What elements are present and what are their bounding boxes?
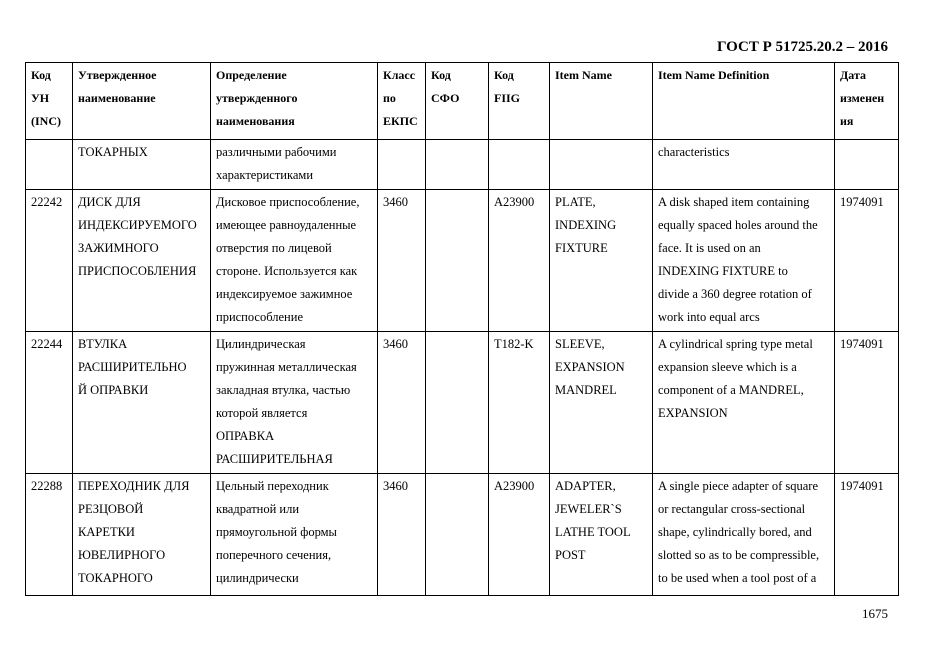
cell-line: equally spaced holes around the (658, 218, 818, 232)
cell-line: 22288 (31, 479, 63, 493)
cell-line: A disk shaped item containing (658, 195, 810, 209)
catalog-table (25, 62, 899, 596)
cell-line: имеющее равноудаленные (216, 218, 357, 232)
cell-line: 22244 (31, 337, 63, 351)
table-row (26, 190, 899, 332)
cell-line: ДИСК ДЛЯ (78, 195, 141, 209)
cell-line: ВТУЛКА (78, 337, 128, 351)
cell-line: индексируемое зажимное (216, 287, 353, 301)
cell-line: ЮВЕЛИРНОГО (78, 548, 166, 562)
cell-line: 1974091 (840, 479, 884, 493)
cell-line: divide a 360 degree rotation of (658, 287, 812, 301)
cell-line: characteristics (658, 145, 730, 159)
cell-fiig-code (489, 140, 550, 190)
cell-definition (211, 190, 378, 332)
cell-line: EXPANSION (658, 406, 728, 420)
table-row (26, 474, 899, 596)
header-item-definition: Item Name Definition (653, 63, 835, 140)
cell-inc-code (26, 140, 73, 190)
cell-line: FIXTURE (555, 241, 608, 255)
cell-line: ADAPTER, (555, 479, 616, 493)
table-row (26, 140, 899, 190)
table-header-row (26, 63, 899, 140)
cell-line: JEWELER`S (555, 502, 622, 516)
cell-fiig-code (489, 332, 550, 474)
cell-line: КАРЕТКИ (78, 525, 135, 539)
cell-line: ТОКАРНОГО (78, 571, 153, 585)
cell-sfo-code (426, 474, 489, 596)
cell-line: РАСШИРИТЕЛЬНО (78, 360, 187, 374)
cell-line: 3460 (383, 337, 408, 351)
cell-class-code (378, 332, 426, 474)
cell-change-date (835, 474, 899, 596)
cell-line: component of a MANDREL, (658, 383, 804, 397)
cell-definition (211, 140, 378, 190)
cell-change-date (835, 140, 899, 190)
header-fiig-code: Код FIIG (489, 63, 550, 140)
cell-line: стороне. Используется как (216, 264, 358, 278)
cell-line: прямоугольной формы (216, 525, 337, 539)
cell-line: ИНДЕКСИРУЕМОГО (78, 218, 197, 232)
cell-line: EXPANSION (555, 360, 625, 374)
cell-line: отверстия по лицевой (216, 241, 332, 255)
cell-item-name (550, 190, 653, 332)
cell-inc-code (26, 190, 73, 332)
cell-line: expansion sleeve which is a (658, 360, 797, 374)
cell-line: POST (555, 548, 586, 562)
cell-line: закладная втулка, частью (216, 383, 351, 397)
cell-change-date (835, 190, 899, 332)
cell-approved-name (73, 140, 211, 190)
cell-change-date (835, 332, 899, 474)
cell-line: Й ОПРАВКИ (78, 383, 149, 397)
header-change-date: Дата изменен ия (835, 63, 899, 140)
cell-class-code (378, 474, 426, 596)
cell-line: РАСШИРИТЕЛЬНАЯ (216, 452, 333, 466)
cell-line: A cylindrical spring type metal (658, 337, 813, 351)
cell-line: A single piece adapter of square (658, 479, 819, 493)
document-code: ГОСТ Р 51725.20.2 – 2016 (716, 39, 888, 55)
header-inc-code: Код УН (INC) (26, 63, 73, 140)
cell-line: 1974091 (840, 337, 884, 351)
cell-item-definition (653, 190, 835, 332)
cell-line: A23900 (494, 479, 535, 493)
cell-line: work into equal arcs (658, 310, 760, 324)
cell-inc-code (26, 474, 73, 596)
cell-approved-name (73, 190, 211, 332)
cell-line: or rectangular cross-sectional (658, 502, 806, 516)
cell-line: ПЕРЕХОДНИК ДЛЯ (78, 479, 190, 493)
cell-line: A23900 (494, 195, 535, 209)
cell-line: приспособление (216, 310, 303, 324)
cell-line: характеристиками (216, 168, 314, 182)
cell-line: различными рабочими (216, 145, 337, 159)
cell-line: PLATE, (555, 195, 596, 209)
cell-definition (211, 332, 378, 474)
cell-class-code (378, 190, 426, 332)
cell-line: LATHE TOOL (555, 525, 631, 539)
cell-line: face. It is used on an (658, 241, 761, 255)
cell-line: 22242 (31, 195, 63, 209)
cell-line: Дисковое приспособление, (216, 195, 360, 209)
header-sfo-code: Код СФО (426, 63, 489, 140)
cell-class-code (378, 140, 426, 190)
cell-line: Цельный переходник (216, 479, 329, 493)
cell-line: shape, cylindrically bored, and (658, 525, 812, 539)
cell-line: slotted so as to be compressible, (658, 548, 820, 562)
cell-fiig-code (489, 474, 550, 596)
cell-sfo-code (426, 140, 489, 190)
header-item-name: Item Name (550, 63, 653, 140)
cell-item-name (550, 140, 653, 190)
cell-line: 1974091 (840, 195, 884, 209)
cell-line: ПРИСПОСОБЛЕНИЯ (78, 264, 197, 278)
cell-line: ЗАЖИМНОГО (78, 241, 159, 255)
cell-line: SLEEVE, (555, 337, 605, 351)
cell-line: T182-K (494, 337, 534, 351)
cell-line: пружинная металлическая (216, 360, 357, 374)
cell-line: ОПРАВКА (216, 429, 275, 443)
table-row (26, 332, 899, 474)
cell-sfo-code (426, 332, 489, 474)
cell-line: поперечного сечения, (216, 548, 332, 562)
cell-item-definition (653, 332, 835, 474)
cell-approved-name (73, 332, 211, 474)
cell-item-definition (653, 140, 835, 190)
cell-inc-code (26, 332, 73, 474)
cell-line: которой является (216, 406, 308, 420)
cell-line: INDEXING FIXTURE to (658, 264, 788, 278)
header-approved-name: Утвержденное наименование (73, 63, 211, 140)
cell-item-name (550, 332, 653, 474)
header-definition: Определение утвержденного наименования (211, 63, 378, 140)
cell-item-definition (653, 474, 835, 596)
cell-line: to be used when a tool post of a (658, 571, 817, 585)
cell-line: РЕЗЦОВОЙ (78, 502, 144, 516)
cell-line: Цилиндрическая (216, 337, 306, 351)
header-class: Класс по ЕКПС (378, 63, 426, 140)
cell-approved-name (73, 474, 211, 596)
cell-item-name (550, 474, 653, 596)
cell-line: квадратной или (216, 502, 300, 516)
cell-sfo-code (426, 190, 489, 332)
cell-line: INDEXING (555, 218, 617, 232)
cell-fiig-code (489, 190, 550, 332)
cell-definition (211, 474, 378, 596)
cell-line: 3460 (383, 479, 408, 493)
cell-line: 3460 (383, 195, 408, 209)
page-number: 1675 (862, 606, 888, 621)
cell-line: цилиндрически (216, 571, 299, 585)
cell-line: MANDREL (555, 383, 617, 397)
cell-line: ТОКАРНЫХ (78, 145, 148, 159)
